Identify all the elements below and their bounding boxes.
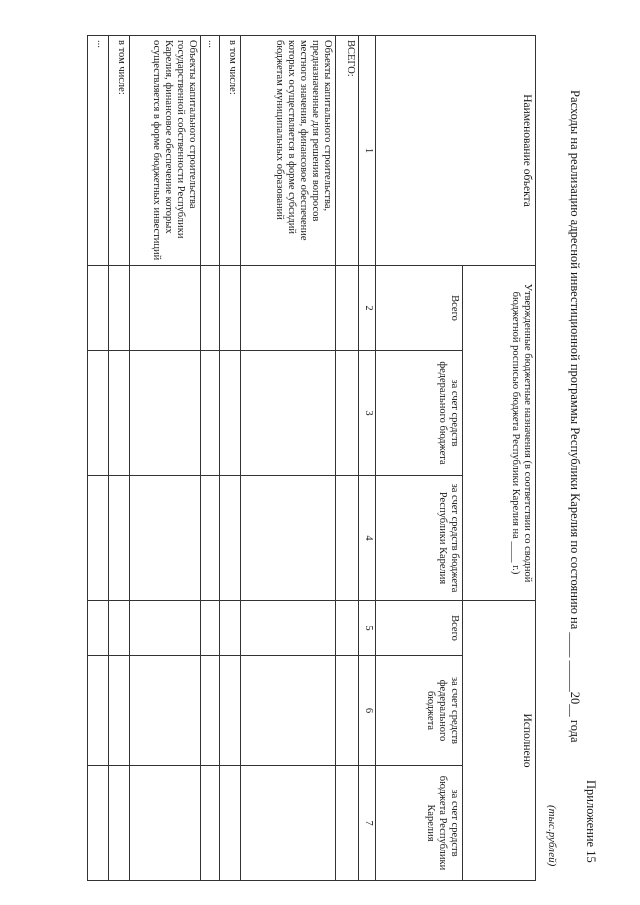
table-cell — [336, 766, 359, 881]
table-cell — [241, 766, 336, 881]
table-cell — [130, 476, 201, 601]
column-number: 6 — [359, 656, 376, 766]
table-row — [241, 36, 336, 881]
row-label: Объекты капитального строительства, предназначенные для решения вопросов местного значения, финансовое обеспечение которых осуществляется в форме субсидий бюджетам муниципальных образований — [241, 36, 336, 266]
column-number: 3 — [359, 351, 376, 476]
column-number: 2 — [359, 266, 376, 351]
table-cell — [109, 351, 130, 476]
table-cell — [109, 656, 130, 766]
table-cell — [109, 476, 130, 601]
table-row — [201, 36, 220, 881]
header-approved-group: Утвержденные бюджетные назначения (в соответствии со сводной бюджетной росписью бюджета Республики Карелия на ____ г.) — [463, 266, 536, 601]
table-cell — [241, 266, 336, 351]
table-cell — [241, 476, 336, 601]
table-cell — [220, 351, 241, 476]
table-row — [130, 36, 201, 881]
appendix-label: Приложение 15 — [584, 780, 598, 863]
table-cell — [88, 351, 109, 476]
table-cell — [130, 601, 201, 656]
table-cell — [220, 766, 241, 881]
header-approved-total: Всего — [376, 266, 463, 351]
table-row — [109, 36, 130, 881]
table-cell — [88, 766, 109, 881]
header-object-name: Наименование объекта — [376, 36, 536, 266]
table-cell — [336, 601, 359, 656]
header-approved-republic: за счет средств бюджета Республики Карелия — [376, 476, 463, 601]
column-number: 1 — [359, 36, 376, 266]
table-cell — [130, 266, 201, 351]
units-label: (тыс.рублей) — [546, 805, 558, 867]
table-cell — [220, 266, 241, 351]
table-cell — [201, 766, 220, 881]
column-number: 5 — [359, 601, 376, 656]
table-row — [88, 36, 109, 881]
table-cell — [88, 601, 109, 656]
table-cell — [336, 656, 359, 766]
budget-table — [87, 35, 536, 881]
table-cell — [130, 766, 201, 881]
row-label: в том числе: — [220, 36, 241, 266]
table-cell — [220, 601, 241, 656]
row-label: Объекты капитального строительства государственной собственности Республики Карелия, финансовое обеспечение которых осуществляется в форме бюджетных инвестиций — [130, 36, 201, 266]
row-label: ... — [88, 36, 109, 266]
table-cell — [201, 476, 220, 601]
table-cell — [241, 656, 336, 766]
table-cell — [336, 266, 359, 351]
table-cell — [220, 656, 241, 766]
table-cell — [88, 656, 109, 766]
header-executed-total: Всего — [376, 601, 463, 656]
table-cell — [201, 351, 220, 476]
table-cell — [130, 656, 201, 766]
table-cell — [201, 656, 220, 766]
column-number: 4 — [359, 476, 376, 601]
table-cell — [220, 476, 241, 601]
table-cell — [88, 476, 109, 601]
column-numbers-row — [359, 36, 376, 881]
table-row — [220, 36, 241, 881]
document-title: Расходы на реализацию адресной инвестиционной программы Республики Карелия по состоянию на ____ _____20__ года — [568, 90, 582, 743]
table-row — [336, 36, 359, 881]
table-cell — [336, 476, 359, 601]
header-executed-republic: за счет средств бюджета Республики Карелия — [376, 766, 463, 881]
table-cell — [336, 351, 359, 476]
table-cell — [241, 351, 336, 476]
table-cell — [130, 351, 201, 476]
rotated-sheet — [20, 20, 620, 880]
table-cell — [241, 601, 336, 656]
table-cell — [109, 601, 130, 656]
row-label: ВСЕГО: — [336, 36, 359, 266]
row-label: ... — [201, 36, 220, 266]
table-cell — [201, 266, 220, 351]
table-cell — [109, 266, 130, 351]
column-number: 7 — [359, 766, 376, 881]
table-header-row-1 — [463, 36, 536, 881]
table-cell — [109, 766, 130, 881]
header-executed-federal: за счет средств федерального бюджета — [376, 656, 463, 766]
header-executed-group: Исполнено — [463, 601, 536, 881]
table-cell — [201, 601, 220, 656]
table-cell — [88, 266, 109, 351]
header-approved-federal: за счет средств федерального бюджета — [376, 351, 463, 476]
row-label: в том числе: — [109, 36, 130, 266]
